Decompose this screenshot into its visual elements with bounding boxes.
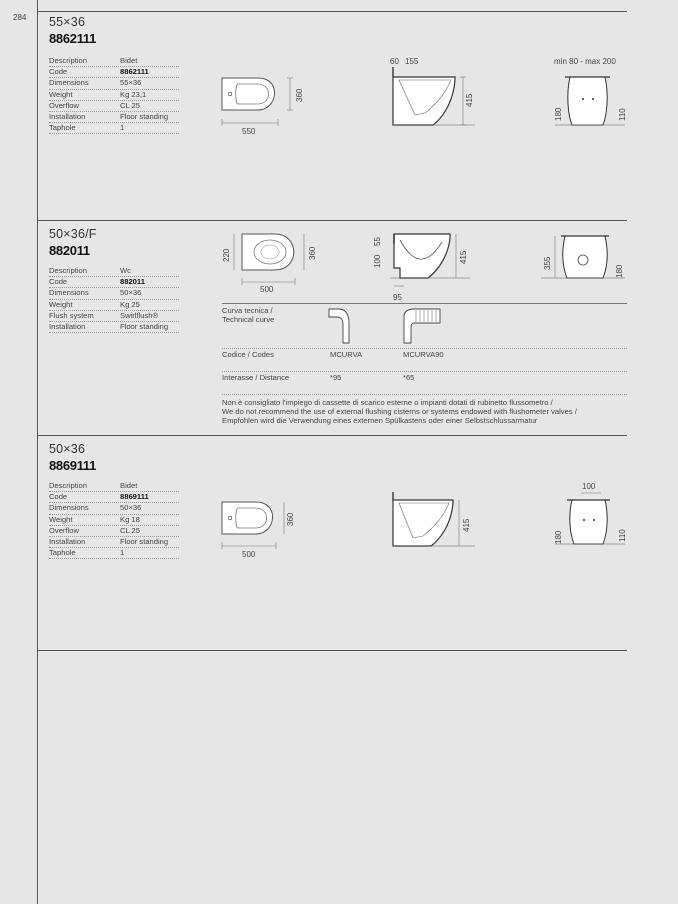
- spec-value: 882011: [120, 277, 145, 287]
- dim-front-right: 110: [618, 108, 627, 121]
- spec-value: 8862111: [120, 67, 149, 77]
- dim-front-left: 180: [554, 530, 563, 544]
- spec-value: Kg 25: [120, 299, 140, 309]
- dim-side-a: 55: [373, 237, 382, 246]
- dim-top-left: 220: [222, 248, 231, 262]
- curve-mcurva90-icon: [400, 305, 445, 345]
- spec-row: [49, 526, 179, 537]
- spec-row: [49, 481, 179, 492]
- tech-distance-2: *65: [403, 373, 415, 382]
- product-3-spec-table: [49, 481, 179, 559]
- tech-divider: [222, 303, 627, 304]
- spec-row: [49, 322, 179, 333]
- spec-row: [49, 300, 179, 311]
- product-1-side-view-drawing: [385, 55, 485, 130]
- product-2-side-view-drawing: [370, 228, 480, 303]
- spec-label: Overflow: [49, 100, 79, 110]
- product-3-side-view-drawing: [385, 490, 485, 555]
- dim-side-height: 415: [459, 250, 468, 264]
- product-1-spec-table: [49, 56, 179, 134]
- spec-label: Description: [49, 266, 87, 275]
- dim-side-a: 60: [390, 57, 399, 66]
- product-1-code-title: 8862111: [49, 31, 97, 46]
- spec-row: [49, 67, 179, 78]
- product-3-top-view-drawing: [218, 496, 308, 561]
- spec-row: [49, 288, 179, 299]
- dim-top-width: 500: [242, 550, 256, 559]
- tech-note-it: Non è consigliato l'impiego di cassette di scarico esterne o impianti dotati di rubinetto flussometro /: [222, 398, 553, 407]
- product-2-front-view-drawing: [535, 228, 630, 288]
- spec-row: [49, 56, 179, 67]
- spec-label: Installation: [49, 536, 86, 546]
- page-number: 284: [13, 13, 27, 22]
- divider-2: [37, 435, 627, 436]
- tech-codes-label: Codice / Codes: [222, 350, 274, 359]
- spec-label: Description: [49, 56, 87, 65]
- divider-top: [37, 11, 627, 12]
- dim-top-depth: 360: [308, 246, 317, 260]
- spec-row: [49, 101, 179, 112]
- spec-row: [49, 112, 179, 123]
- product-2-top-view-drawing: [220, 228, 320, 298]
- spec-value: Kg 18: [120, 514, 140, 524]
- spec-value: Floor standing: [120, 111, 169, 121]
- spec-label: Weight: [49, 299, 73, 309]
- spec-row: [49, 123, 179, 134]
- spec-label: Dimensions: [49, 288, 89, 298]
- divider-3: [37, 650, 627, 651]
- spec-label: Dimensions: [49, 503, 89, 513]
- product-3-dimension-title: 50×36: [49, 442, 86, 456]
- spec-value: Floor standing: [120, 536, 169, 546]
- spec-label: Overflow: [49, 525, 79, 535]
- dim-side-height: 415: [462, 518, 471, 532]
- spec-value: 50×36: [120, 288, 142, 298]
- tech-dotted-1: [222, 348, 627, 349]
- tech-distance-label: Interasse / Distance: [222, 373, 290, 382]
- spec-row: [49, 492, 179, 503]
- dim-top-depth: 360: [295, 88, 304, 102]
- left-margin-line: [37, 0, 38, 904]
- tech-curve-label: Curva tecnica / Technical curve: [222, 306, 275, 324]
- spec-value: CL 25: [120, 525, 140, 535]
- spec-value: CL 25: [120, 100, 140, 110]
- dim-side-b: 100: [373, 254, 382, 268]
- spec-row: [49, 548, 179, 559]
- spec-value: 8869111: [120, 492, 149, 502]
- spec-value: 1: [120, 123, 125, 133]
- spec-value: Swirlflush®: [120, 310, 159, 320]
- spec-label: Code: [49, 492, 68, 502]
- tech-note-en: We do not recommend the use of external flushing cisterns or systems endowed with flushometer valves /: [222, 407, 577, 416]
- dim-side-height: 415: [465, 93, 474, 107]
- dim-front-top: 100: [582, 482, 596, 491]
- spec-value: 1: [120, 548, 125, 558]
- spec-row: [49, 515, 179, 526]
- dim-top-depth: 360: [286, 512, 295, 526]
- spec-label: Weight: [49, 514, 73, 524]
- spec-label: Code: [49, 277, 68, 287]
- product-3-front-view-drawing: [545, 480, 635, 550]
- dim-side-b: 155: [405, 57, 419, 66]
- dim-top-width: 550: [242, 127, 256, 136]
- spec-row: [49, 266, 179, 277]
- tech-note-de: Empfohlen wird die Verwendung eines externen Spülkastens oder einer Selbstschlussarmatur: [222, 416, 538, 425]
- spec-row: [49, 503, 179, 514]
- spec-label: Installation: [49, 321, 86, 331]
- product-1-dimension-title: 55×36: [49, 15, 86, 29]
- dim-top-width: 500: [260, 285, 274, 294]
- product-1-top-view-drawing: [218, 72, 308, 137]
- spec-row: [49, 90, 179, 101]
- product-1-front-view-drawing: [545, 55, 635, 130]
- dim-front-range: min 80 - max 200: [554, 57, 616, 66]
- spec-value: Bidet: [120, 56, 138, 65]
- dim-front-right: 110: [618, 529, 627, 542]
- spec-label: Flush system: [49, 310, 94, 320]
- spec-label: Taphole: [49, 123, 76, 133]
- tech-dotted-3: [222, 394, 627, 395]
- spec-value: Bidet: [120, 481, 138, 490]
- spec-label: Dimensions: [49, 78, 89, 88]
- tech-code-2: MCURVA90: [403, 350, 444, 359]
- spec-value: Wc: [120, 266, 131, 275]
- dim-front-left: 355: [543, 256, 552, 270]
- spec-row: [49, 277, 179, 288]
- spec-row: [49, 537, 179, 548]
- product-3-code-title: 8869111: [49, 458, 97, 473]
- tech-code-1: MCURVA: [330, 350, 363, 359]
- spec-value: 55×36: [120, 78, 142, 88]
- spec-label: Taphole: [49, 548, 76, 558]
- spec-value: 50×36: [120, 503, 142, 513]
- spec-label: Installation: [49, 111, 86, 121]
- spec-row: [49, 311, 179, 322]
- product-2-code-title: 882011: [49, 243, 90, 258]
- spec-value: Floor standing: [120, 321, 169, 331]
- spec-row: [49, 78, 179, 89]
- dim-side-bottom: 95: [393, 293, 402, 302]
- spec-value: Kg 23,1: [120, 89, 147, 99]
- spec-label: Description: [49, 481, 87, 490]
- tech-distance-1: *95: [330, 373, 342, 382]
- divider-1: [37, 220, 627, 221]
- product-2-dimension-title: 50×36/F: [49, 227, 97, 241]
- spec-label: Weight: [49, 89, 73, 99]
- dim-front-right: 180: [615, 264, 624, 278]
- spec-label: Code: [49, 67, 68, 77]
- dim-front-left: 180: [554, 107, 563, 121]
- product-2-spec-table: [49, 266, 179, 333]
- curve-mcurva-icon: [325, 305, 355, 345]
- tech-dotted-2: [222, 371, 627, 372]
